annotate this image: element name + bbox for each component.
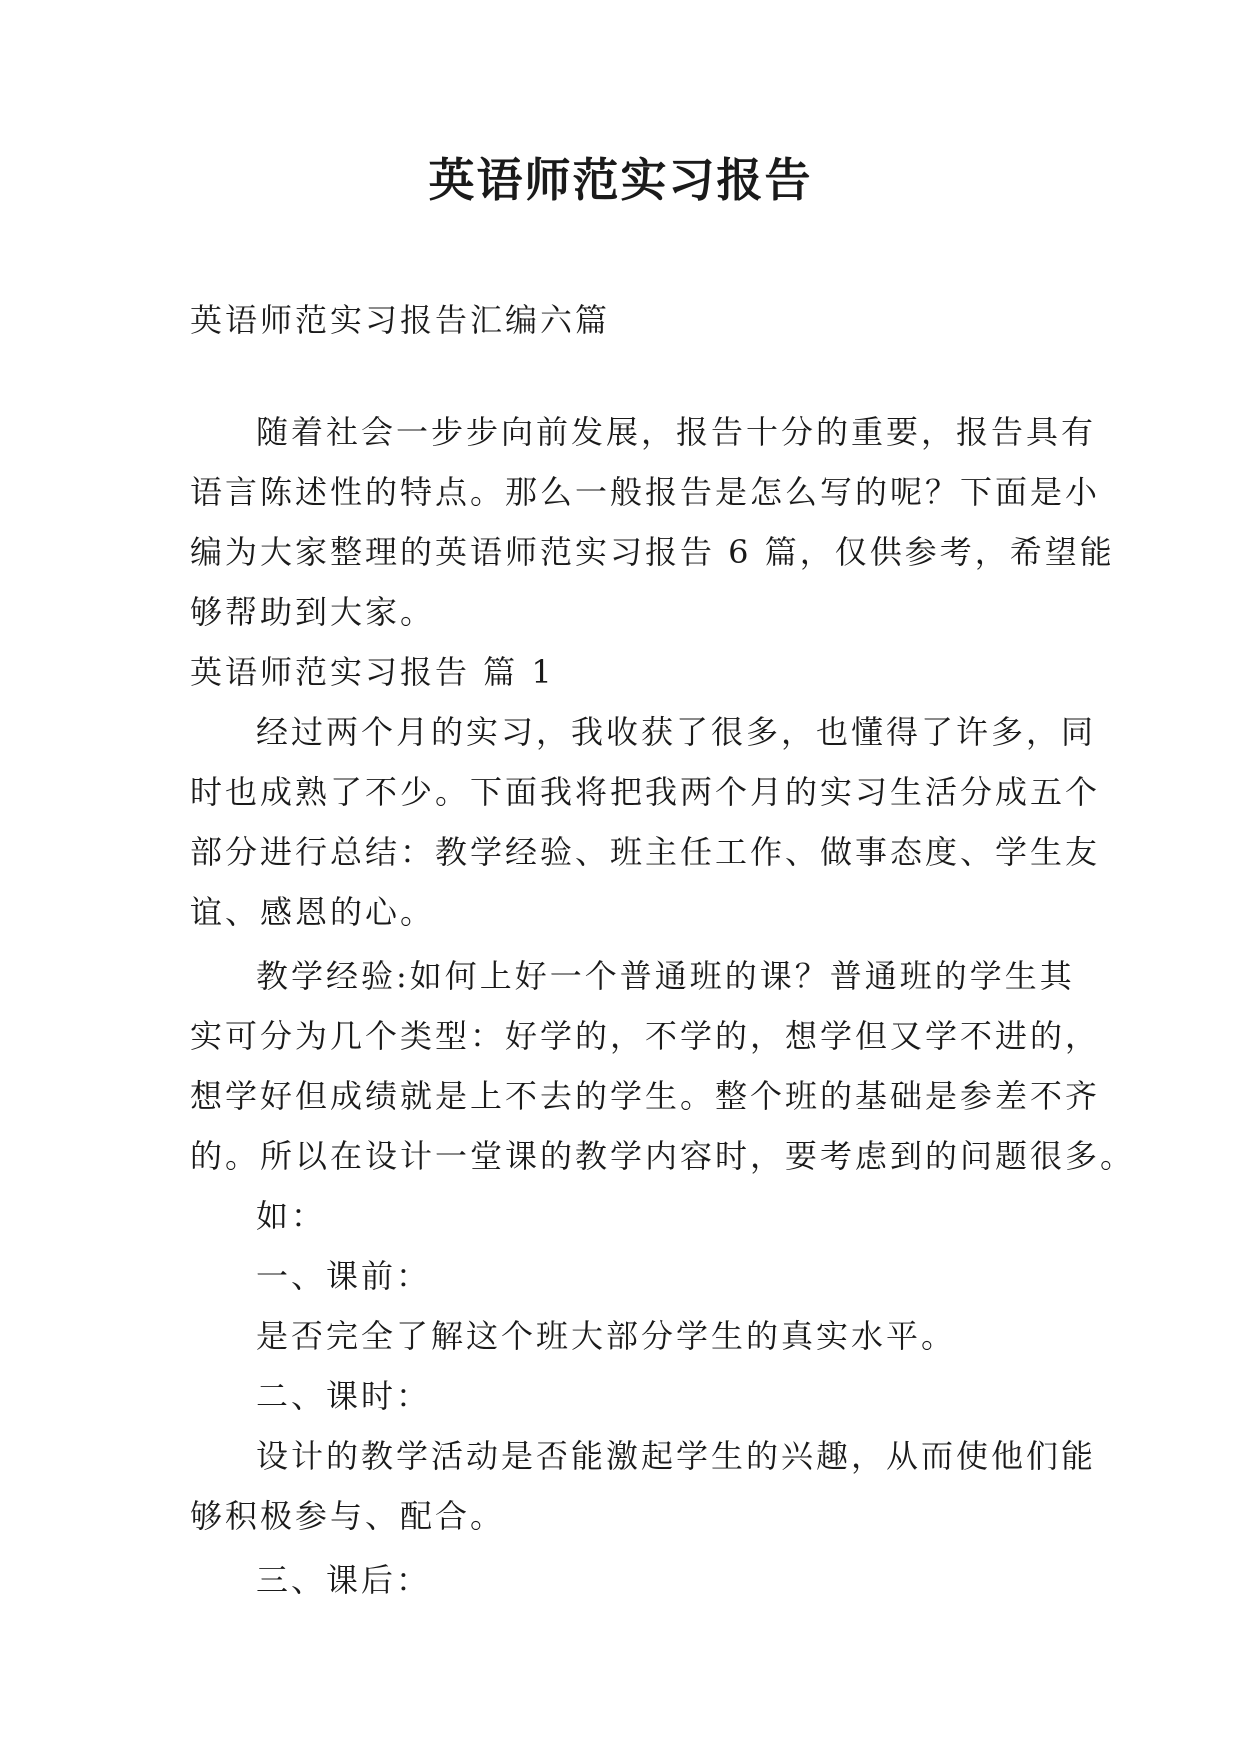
paragraph-gap	[190, 350, 1070, 402]
paragraph-line: 想学好但成绩就是上不去的学生。整个班的基础是参差不齐	[190, 1077, 1101, 1115]
paragraph-line: 谊、感恩的心。	[190, 893, 436, 931]
list-heading: 一、课前：	[256, 1257, 432, 1295]
paragraph-line: 时也成熟了不少。下面我将把我两个月的实习生活分成五个	[190, 773, 1101, 811]
paragraph-line: 经过两个月的实习，我收获了很多，也懂得了许多，同	[256, 713, 1097, 751]
paragraph-line: 实可分为几个类型：好学的，不学的，想学但又学不进的，	[190, 1017, 1101, 1055]
section-heading: 英语师范实习报告 篇 1	[190, 653, 555, 691]
list-item: 设计的教学活动是否能激起学生的兴趣，从而使他们能	[256, 1437, 1097, 1475]
list-heading: 三、课后：	[256, 1561, 432, 1599]
paragraph-line: 教学经验:如何上好一个普通班的课？普通班的学生其	[256, 957, 1075, 995]
paragraph-line: 部分进行总结：教学经验、班主任工作、做事态度、学生友	[190, 833, 1101, 871]
intro-line: 够帮助到大家。	[190, 593, 436, 631]
paragraph-line: 的。所以在设计一堂课的教学内容时，要考虑到的问题很多。	[190, 1137, 1136, 1175]
paragraph-line: 如：	[256, 1197, 327, 1235]
subtitle-line: 英语师范实习报告汇编六篇	[190, 301, 611, 339]
intro-line: 随着社会一步步向前发展，报告十分的重要，报告具有	[256, 413, 1097, 451]
document-body	[190, 290, 1136, 1610]
intro-line: 编为大家整理的英语师范实习报告 6 篇，仅供参考，希望能	[190, 533, 1115, 571]
list-item: 够积极参与、配合。	[190, 1497, 506, 1535]
list-heading: 二、课时：	[256, 1377, 432, 1415]
document-title: 英语师范实习报告	[428, 153, 813, 207]
intro-line: 语言陈述性的特点。那么一般报告是怎么写的呢？下面是小	[190, 473, 1101, 511]
list-item: 是否完全了解这个班大部分学生的真实水平。	[256, 1317, 957, 1355]
